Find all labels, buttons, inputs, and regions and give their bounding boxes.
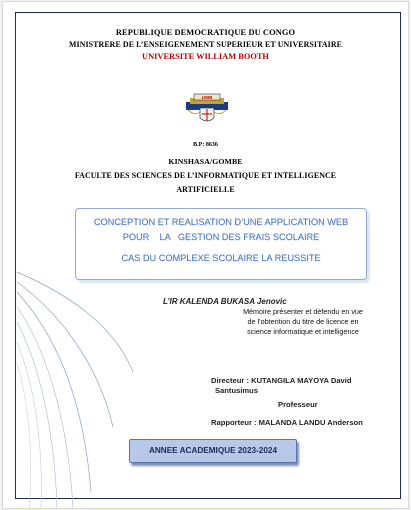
memoire-line3: science informatique et intelligence [247,327,359,336]
directeur-name-cont: Santusimus [215,386,259,395]
republic-line: REPUBLIQUE DEMOCRATIQUE DU CONGO [115,28,296,37]
ministry-line: MINISTRERE DE L’ENSEIGENEMENT SUPERIEUR ET UNIVERSITAIRE [68,40,342,49]
document-page [3,2,408,508]
author-name: L’IR KALENDA BUKASA Jenovic [163,297,287,306]
directeur-role: Professeur [278,400,318,409]
academic-year-badge: ANNEE ACADEMIQUE 2023-2024 [129,439,297,463]
title-line2: POUR LA GESTION DES FRAIS SCOLAIRE [122,232,320,242]
title-line3: CAS DU COMPLEXE SCOLAIRE LA REUSSITE [121,253,321,263]
title-line1: CONCEPTION ET REALISATION D’UNE APPLICATION WEB [93,217,349,227]
bp-line: B.P: 8636 [193,142,218,148]
city-line: KINSHASA/GOMBE [168,157,243,166]
university-name: UNIVERSITE WILLIAM BOOTH [142,52,269,61]
decorative-swoosh [3,252,143,508]
directeur-line: Directeur : KUTANGILA MAYOYA David [211,376,352,385]
logo-text: UWB [201,95,213,100]
faculty-line1: FACULTE DES SCIENCES DE L’INFORMATIQUE ET INTELLIGENCE [74,171,337,180]
thesis-title-box [75,208,367,280]
memoire-line2: de l’obtention du titre de licence en [247,317,359,326]
rapporteur-line: Rapporteur : MALANDA LANDU Anderson [211,418,363,427]
memoire-line1: Mémoire présenter et défendu en vue [243,307,363,316]
university-logo [184,88,230,126]
faculty-line2: ARTIFICIELLE [176,185,235,194]
